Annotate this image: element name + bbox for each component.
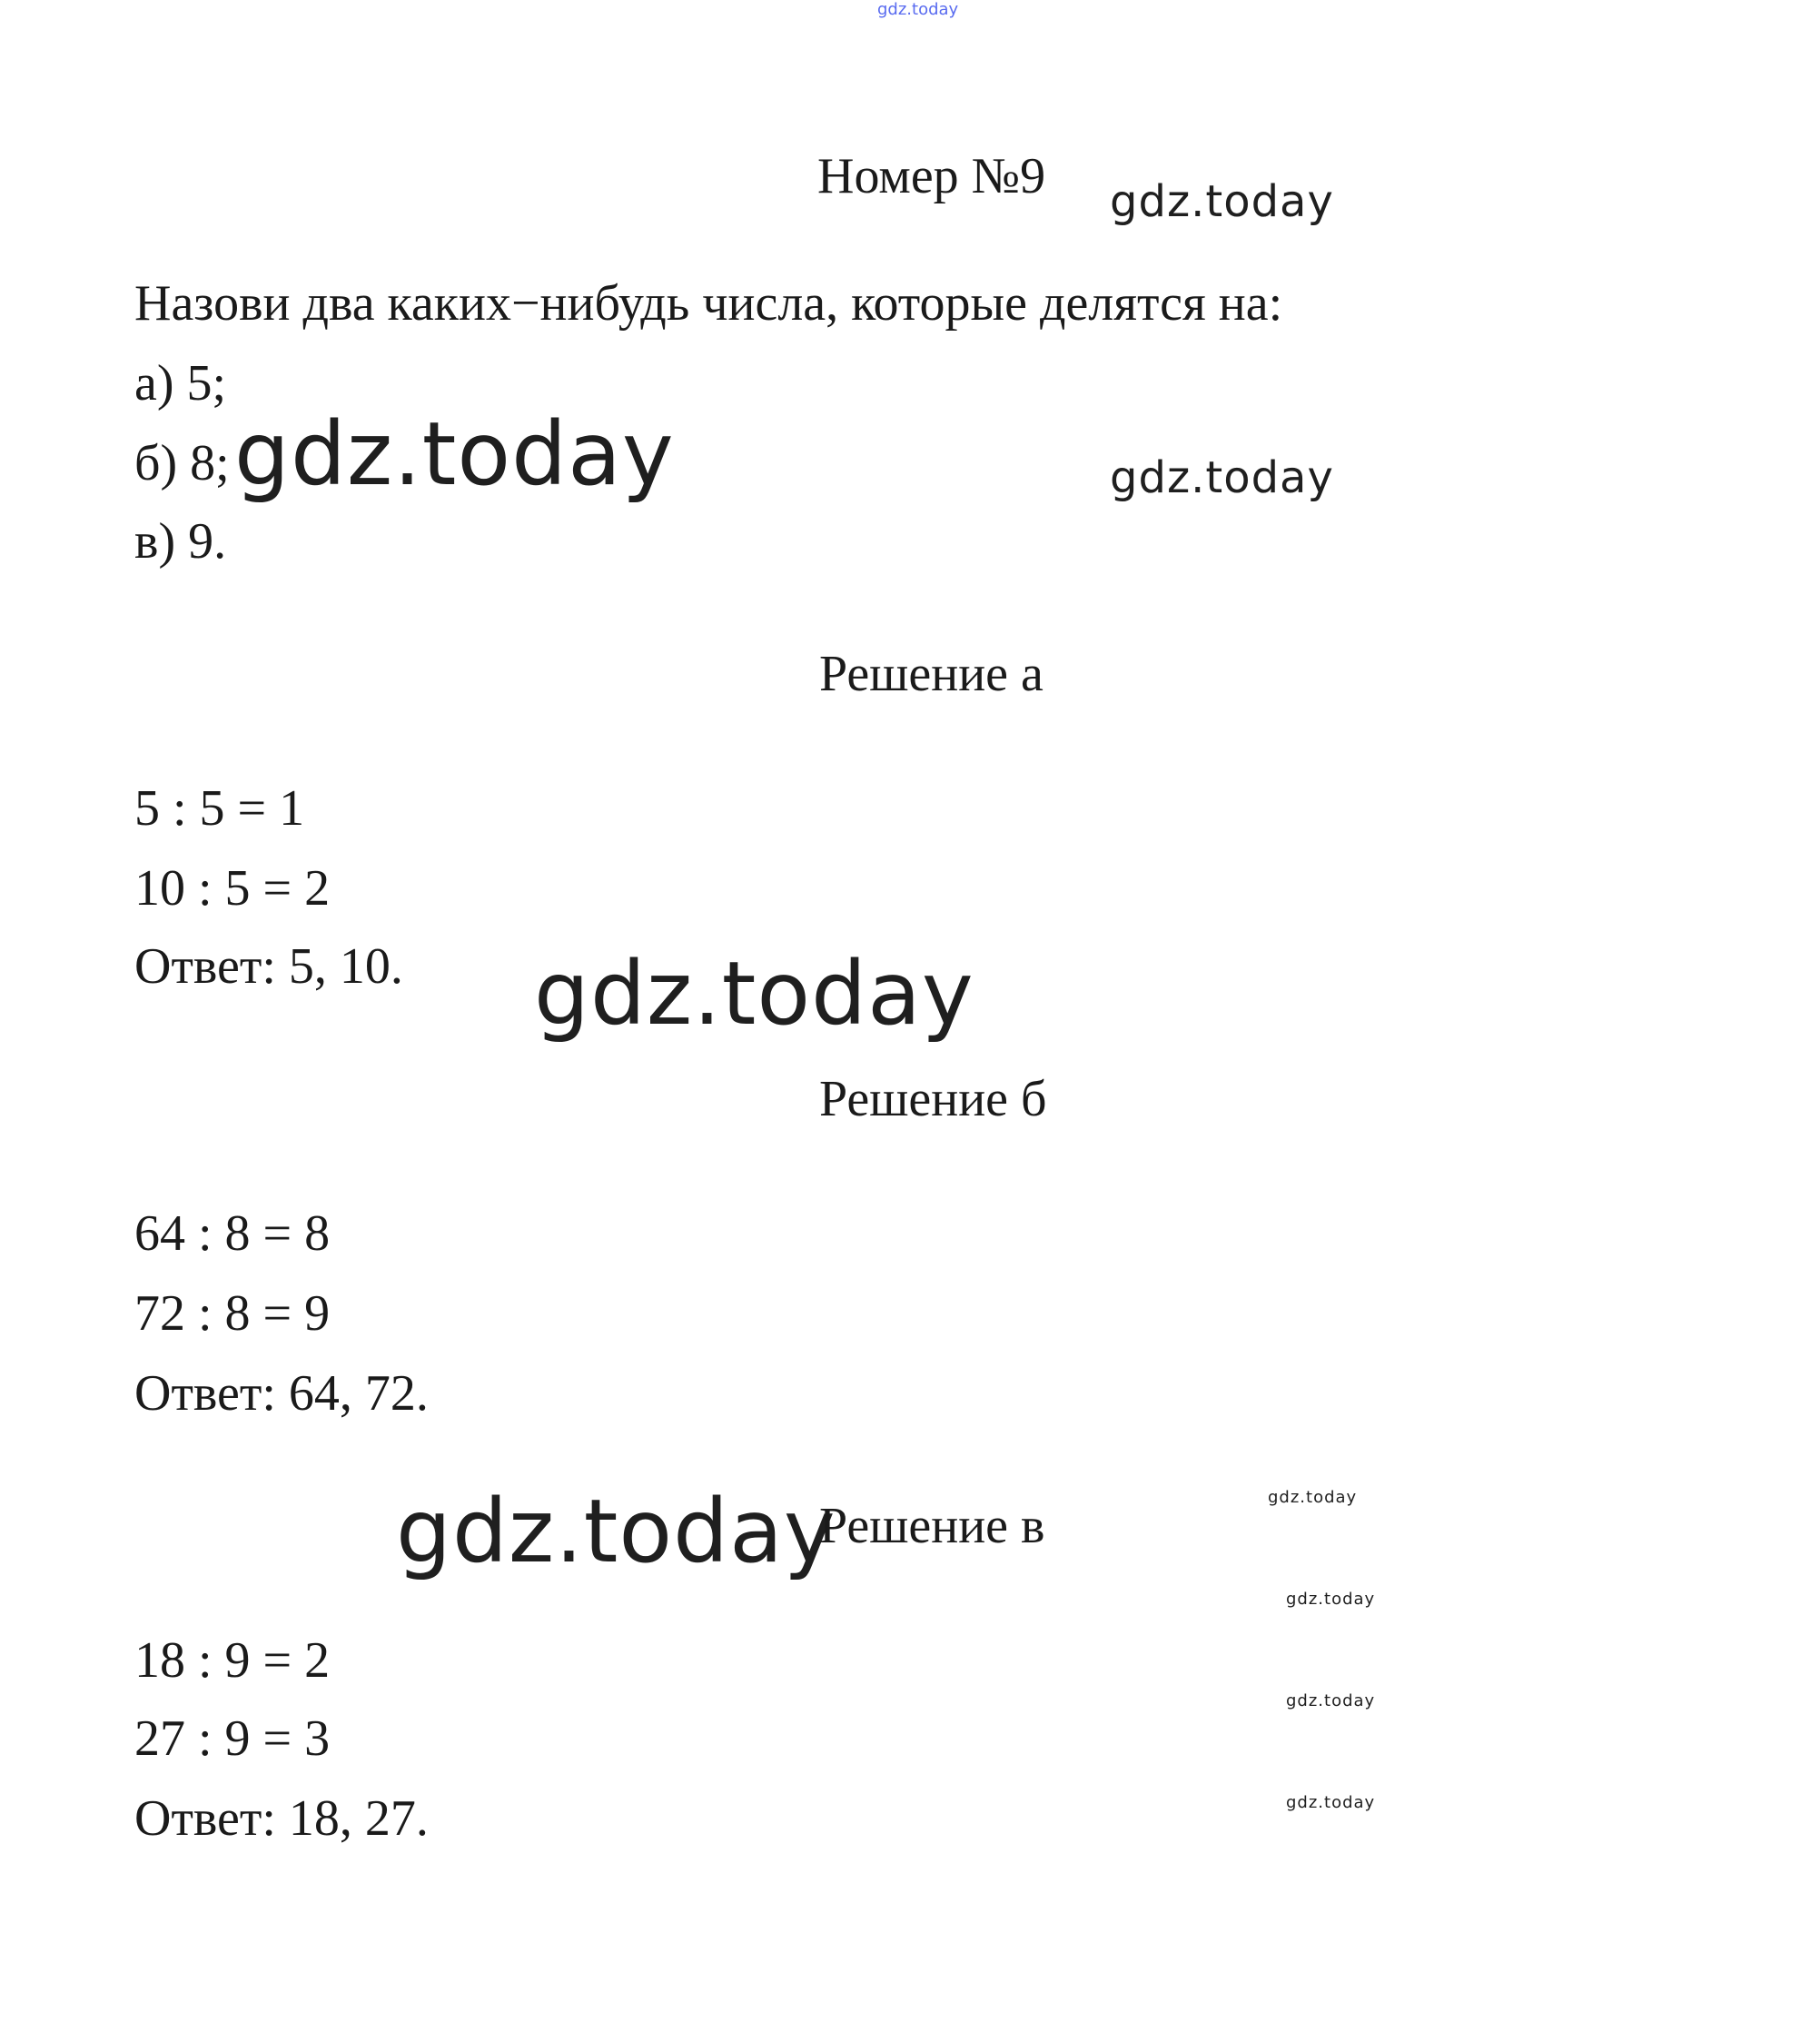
watermark-small: gdz.today	[1268, 1488, 1358, 1507]
watermark-medium: gdz.today	[1110, 452, 1334, 503]
watermark-small: gdz.today	[1286, 1691, 1376, 1710]
page-title: Номер №9	[817, 148, 1046, 204]
watermark-large: gdz.today	[396, 1481, 836, 1582]
watermark-small: gdz.today	[1286, 1590, 1376, 1609]
solution-c-line-1: 18 : 9 = 2	[134, 1632, 331, 1689]
solution-a-line-2: 10 : 5 = 2	[134, 860, 331, 917]
task-item-b: б) 8;	[134, 435, 230, 491]
solution-b-answer: Ответ: 64, 72.	[134, 1365, 429, 1422]
task-prompt: Назови два каких−нибудь числа, которые делятся на:	[134, 275, 1283, 332]
watermark-small: gdz.today	[1286, 1793, 1376, 1812]
task-item-c: в) 9.	[134, 513, 227, 570]
solution-c-line-2: 27 : 9 = 3	[134, 1710, 331, 1767]
watermark-large: gdz.today	[534, 943, 974, 1045]
solution-a-answer: Ответ: 5, 10.	[134, 938, 403, 995]
solution-c-answer: Ответ: 18, 27.	[134, 1790, 429, 1847]
solution-b-line-1: 64 : 8 = 8	[134, 1205, 331, 1262]
solution-b-line-2: 72 : 8 = 9	[134, 1285, 331, 1342]
solution-c-heading: Решение в	[819, 1498, 1045, 1554]
task-item-a: а) 5;	[134, 355, 227, 411]
solution-b-heading: Решение б	[819, 1071, 1047, 1127]
top-watermark: gdz.today	[877, 0, 959, 19]
solution-a-line-1: 5 : 5 = 1	[134, 780, 305, 837]
watermark-large: gdz.today	[234, 403, 675, 505]
watermark-medium: gdz.today	[1110, 176, 1334, 227]
solution-a-heading: Решение а	[819, 646, 1044, 702]
